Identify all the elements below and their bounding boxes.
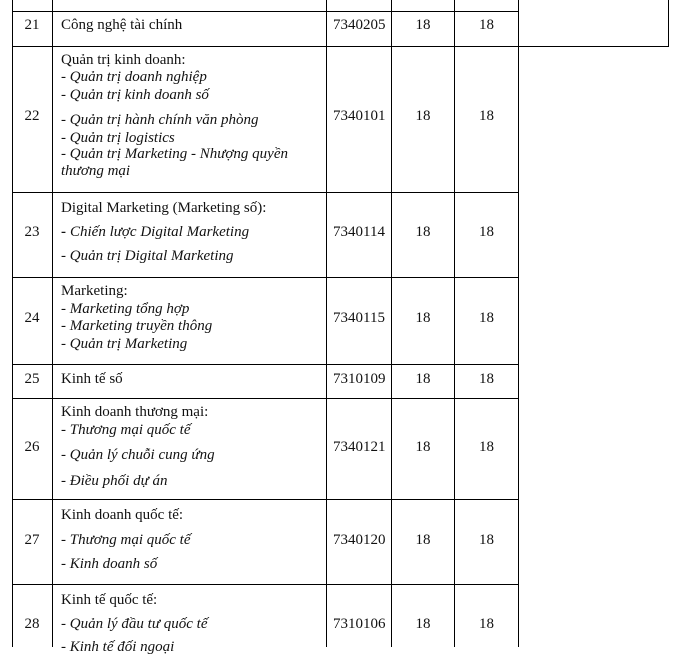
- score-2: 18: [479, 616, 494, 632]
- row-stt: 27: [24, 532, 40, 548]
- score-2: 18: [479, 17, 494, 33]
- score-1: 18: [415, 108, 431, 124]
- specialization: Chiến lược Digital Marketing: [70, 224, 250, 240]
- major-name: Kinh tế số: [61, 371, 123, 387]
- col-border-code: [391, 0, 392, 647]
- major-name: Quản trị kinh doanh:: [61, 52, 186, 68]
- specialization: - Thương mại quốc tế: [61, 422, 191, 438]
- score-1: 18: [415, 439, 431, 455]
- major-name: Kinh tế quốc tế:: [61, 592, 158, 608]
- major-code: 7310106: [333, 616, 386, 632]
- specialization: - Quản trị logistics: [61, 130, 175, 146]
- row-stt: 26: [24, 439, 40, 455]
- row-stt: 28: [24, 616, 40, 632]
- specialization: - Quản trị Digital Marketing: [61, 248, 234, 264]
- score-2: 18: [479, 532, 494, 548]
- major-name: Marketing:: [61, 283, 128, 299]
- major-code: 7340101: [333, 108, 386, 124]
- row-border: [12, 364, 518, 365]
- score-1: 18: [415, 616, 431, 632]
- score-2: 18: [479, 224, 494, 240]
- specialization: - Quản trị Marketing - Nhượng quyền thương mại: [61, 146, 288, 179]
- specialization: - Thương mại quốc tế: [61, 532, 191, 548]
- major-name: Kinh doanh quốc tế:: [61, 507, 184, 523]
- row-border: [12, 46, 668, 47]
- score-2: 18: [479, 439, 494, 455]
- major-code: 7340121: [333, 439, 386, 455]
- major-code: 7340120: [333, 532, 386, 548]
- score-2: 18: [479, 310, 494, 326]
- major-name: Digital Marketing (Marketing số):: [61, 200, 267, 216]
- major-name: Kinh doanh thương mại:: [61, 404, 209, 420]
- row-border: [12, 398, 518, 399]
- score-2: 18: [479, 108, 494, 124]
- score-2: 18: [479, 371, 494, 387]
- major-code: 7340114: [333, 224, 385, 240]
- score-1: 18: [415, 17, 431, 33]
- specialization: - Quản trị Marketing: [61, 336, 188, 352]
- specialization-dash: -: [61, 224, 66, 240]
- row-border: [12, 11, 518, 12]
- major-code: 7340205: [333, 17, 386, 33]
- row-border: [12, 584, 518, 585]
- score-1: 18: [415, 371, 431, 387]
- specialization: - Marketing tổng hợp: [61, 301, 190, 317]
- specialization: - Điều phối dự án: [61, 473, 168, 489]
- specialization: - Kinh doanh số: [61, 556, 158, 572]
- major-code: 7340115: [333, 310, 385, 326]
- row-border: [12, 192, 518, 193]
- row-stt: 21: [24, 17, 40, 33]
- specialization: - Quản trị doanh nghiệp: [61, 69, 207, 85]
- row-stt: 25: [24, 371, 40, 387]
- col-border-v2: [518, 0, 519, 647]
- specialization: - Quản trị hành chính văn phòng: [61, 112, 259, 128]
- row-stt: 22: [24, 108, 40, 124]
- row-stt: 23: [24, 224, 40, 240]
- row-stt: 24: [24, 310, 40, 326]
- specialization: - Quản lý chuỗi cung ứng: [61, 447, 215, 463]
- specialization: - Quản lý đầu tư quốc tế: [61, 616, 208, 632]
- specialization: - Kinh tế đối ngoại: [61, 639, 175, 655]
- score-1: 18: [415, 224, 431, 240]
- col-border-stt: [52, 0, 53, 647]
- specialization: - Quản trị kinh doanh số: [61, 87, 209, 103]
- row-border: [12, 277, 518, 278]
- score-1: 18: [415, 310, 431, 326]
- row-border: [12, 499, 518, 500]
- major-name: Công nghệ tài chính: [61, 17, 183, 33]
- major-code: 7310109: [333, 371, 386, 387]
- col-border-right: [668, 0, 669, 47]
- score-1: 18: [415, 532, 431, 548]
- col-border-name: [326, 0, 327, 647]
- specialization: - Marketing truyền thông: [61, 318, 213, 334]
